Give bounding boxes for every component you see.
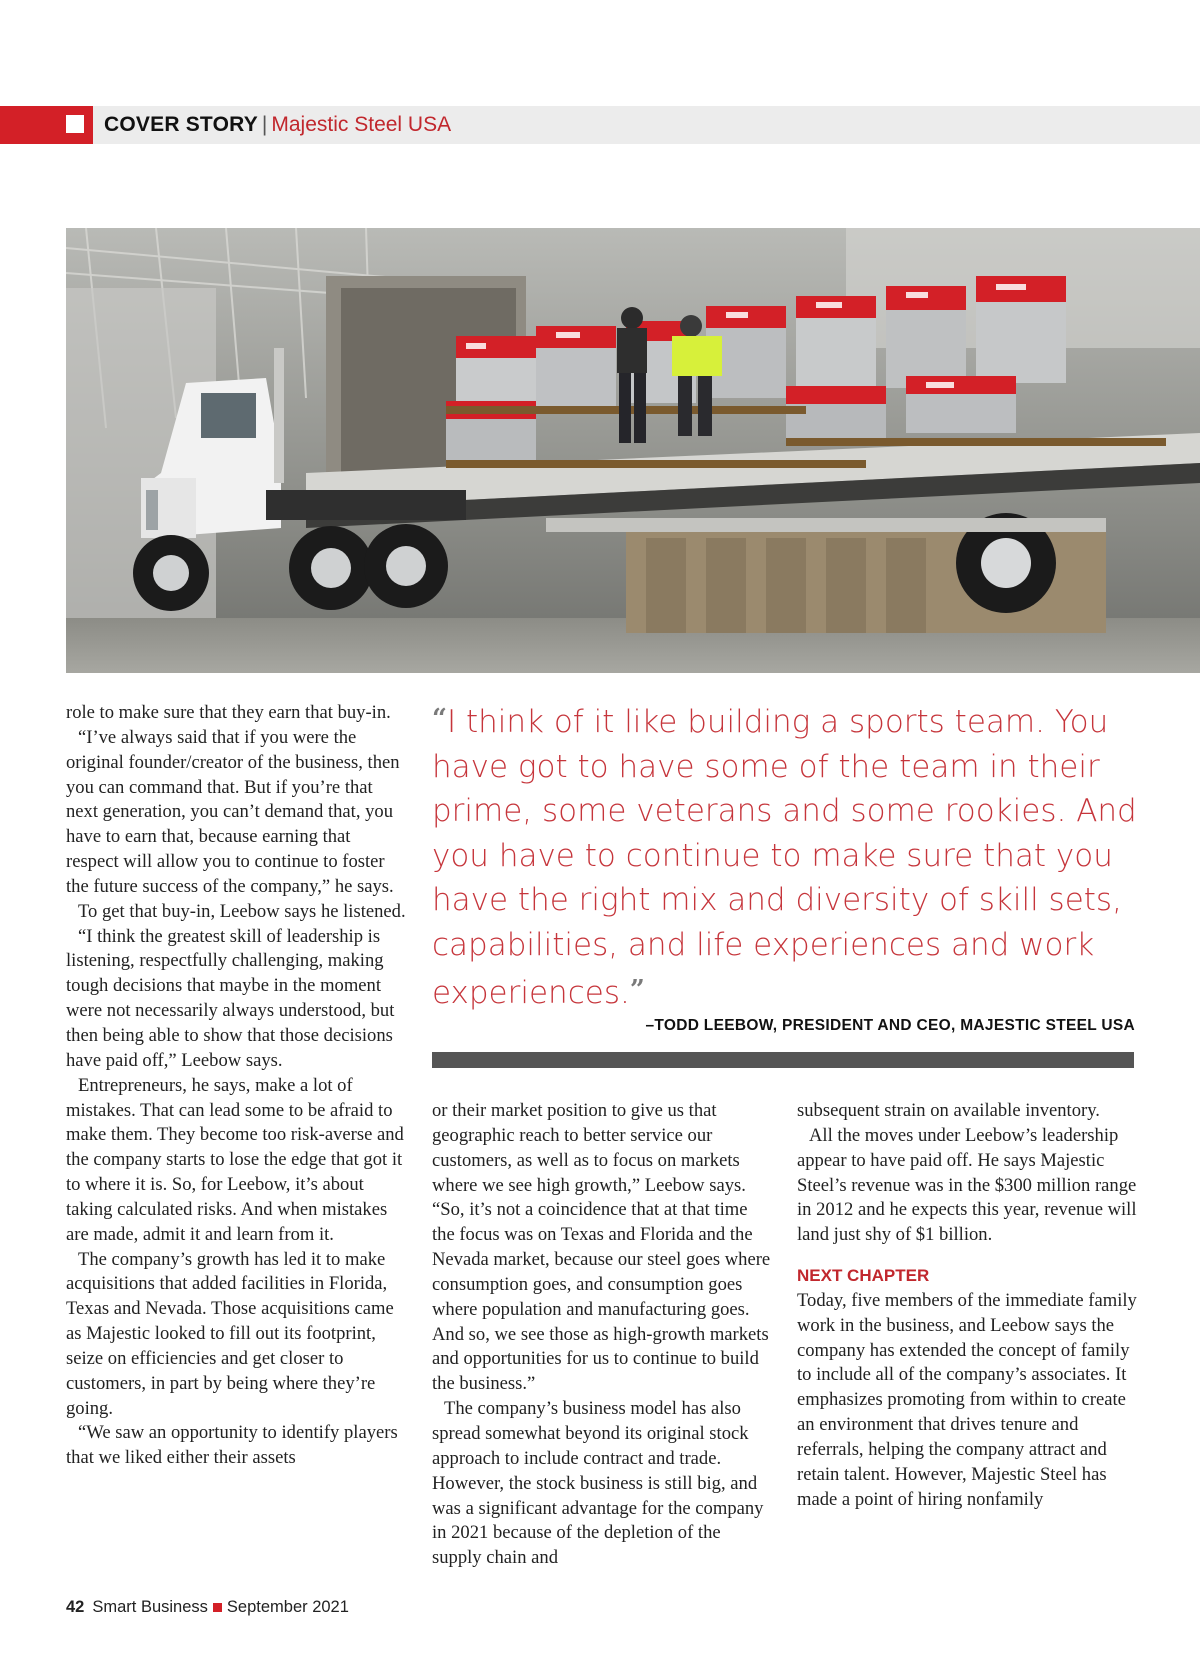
header-separator: | xyxy=(261,113,268,136)
paragraph: “I think the greatest skill of leadership is listening, respectfully challenging, making tough decisions that maybe in the moment were not necessarily always understood, but then being able to show that those decisions have paid off,” Leebow says. xyxy=(66,925,395,1071)
cover-photo xyxy=(66,228,1200,673)
paragraph: “We saw an opportunity to identify players that we liked either their assets xyxy=(66,1422,398,1469)
open-quote-icon: “ xyxy=(432,704,447,734)
subhead: NEXT CHAPTER xyxy=(797,1266,930,1286)
publication-name: Smart Business xyxy=(92,1598,208,1616)
pull-quote-attribution: –TODD LEEBOW, PRESIDENT AND CEO, MAJESTIC STEEL USA xyxy=(645,1017,1135,1034)
paragraph: or their market position to give us that geographic reach to better service our customers, as well as to focus on markets where we see high growth,” Leebow says. “So, it’s not a coincidence that at that time the focus was on Texas and Florida and the Nevada market, because our steel goes where consumption goes, and consumption goes where population and manufacturing goes. And so, we see those as high-growth markets and opportunities for us to continue to build the business.” xyxy=(432,1100,771,1395)
section-header xyxy=(104,110,451,140)
section-label: COVER STORY xyxy=(104,113,258,136)
paragraph: Entrepreneurs, he says, make a lot of mistakes. That can lead some to be afraid to make them. They become too risk-averse and the company starts to lose the edge that got it to where it is. So, for Leebow, it’s about taking calculated risks. And when mistakes are made, admit it and learn from it. xyxy=(66,1074,404,1245)
paragraph: “I’ve always said that if you were the original founder/creator of the business, then you can command that. But if you’re that next generation, you can’t demand that, you have to earn that, because earning that respect will allow you to continue to foster the future success of the company,” he says. xyxy=(66,726,400,897)
close-quote-icon: ” xyxy=(629,974,645,1005)
article-column-1 xyxy=(66,701,406,1471)
section-topic: Majestic Steel USA xyxy=(271,113,452,136)
paragraph: Today, five members of the immediate family work in the business, and Leebow says the company has extended the concept of family to include all of the company’s associates. It emphasizes promoting from within to create an environment that drives tenure and referrals, helping the company attract and retain talent. However, Majestic Steel has made a point of hiring nonfamily xyxy=(797,1289,1137,1510)
paragraph: The company’s growth has led it to make acquisitions that added facilities in Florida, Texas and Nevada. Those acquisitions came as Majestic looked to fill out its footprint, seize on efficiencies and get closer to customers, in part by being where they’re going. xyxy=(66,1248,394,1419)
paragraph: To get that buy-in, Leebow says he listened. xyxy=(78,900,406,922)
page-number: 42 xyxy=(66,1598,85,1616)
footer-dot-icon xyxy=(213,1603,222,1612)
issue-date: September 2021 xyxy=(226,1598,349,1616)
paragraph: role to make sure that they earn that buy-in. xyxy=(66,702,391,723)
paragraph: The company’s business model has also spread somewhat beyond its original stock approach to include contract and trade. However, the stock business is still big, and was a significant advantage for the company in 2021 because of the depletion of the supply chain and xyxy=(432,1398,764,1569)
pull-quote-rule xyxy=(432,1052,1134,1068)
page-footer xyxy=(66,1598,349,1617)
article-column-3 xyxy=(797,1099,1137,1513)
truck-photo-icon xyxy=(66,228,1200,673)
pull-quote xyxy=(432,697,1142,1015)
article-column-2 xyxy=(432,1099,772,1571)
paragraph: subsequent strain on available inventory. xyxy=(797,1100,1100,1121)
header-square-icon xyxy=(66,115,84,133)
paragraph: All the moves under Leebow’s leadership appear to have paid off. He says Majestic Steel’s revenue was in the $300 million range in 2012 and he expects this year, revenue will land just shy of $1 billion. xyxy=(797,1124,1137,1246)
pull-quote-text: I think of it like building a sports team. You have got to have some of the team in their prime, some veterans and some rookies. And you have to continue to make sure that you have the right mix and diversity of skill sets, capabilities, and life experiences and work experiences. xyxy=(432,704,1137,1011)
